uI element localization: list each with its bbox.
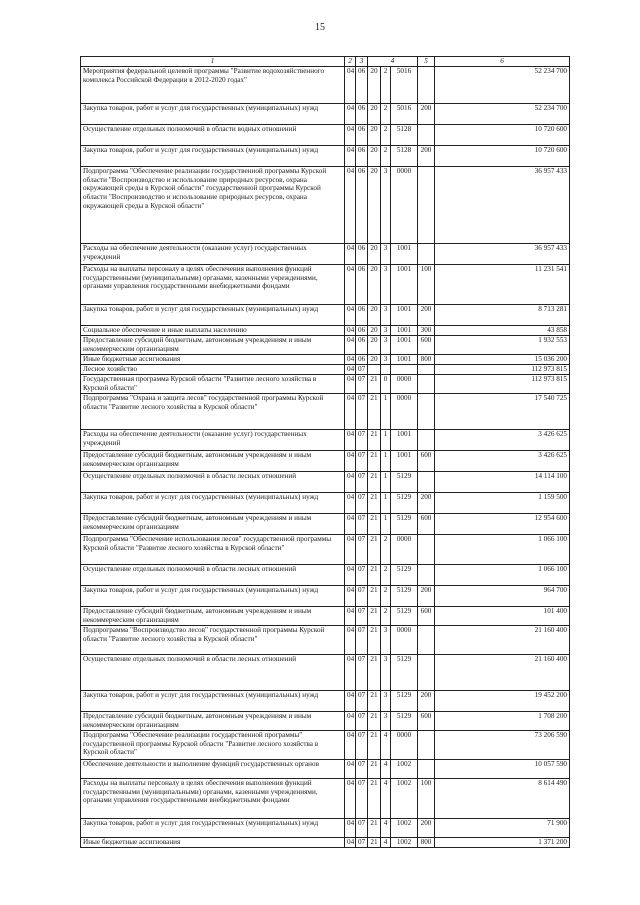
row-direction-code-cell: 5016 [391,104,418,125]
row-code-2-cell: 04 [345,691,356,712]
row-expense-type-cell [418,535,435,565]
header-col-5: 5 [418,57,435,67]
row-code-2-cell: 04 [345,731,356,760]
row-code-2-cell: 04 [345,265,356,305]
budget-table [80,56,570,848]
table-row [81,779,570,819]
row-amount-cell: 71 900 [435,819,570,838]
row-code-3-cell: 06 [356,305,368,326]
row-code-3-cell: 07 [356,365,368,375]
row-code-3-cell: 07 [356,655,368,691]
row-name-cell: Государственная программа Курской области "Развитие лесного хозяйства в Курской области" [81,375,345,394]
row-name-cell: Закупка товаров, работ и услуг для государственных (муниципальных) нужд [81,819,345,838]
row-code-2-cell: 04 [345,779,356,819]
row-direction-code-cell: 1002 [391,779,418,819]
row-direction-code-cell: 0000 [391,535,418,565]
row-amount-cell: 10 720 600 [435,125,570,146]
row-expense-type-cell: 800 [418,355,435,365]
row-subprogram-code-cell: 3 [381,167,391,244]
table-row [81,586,570,607]
row-subprogram-code-cell: 4 [381,779,391,819]
row-direction-code-cell: 5129 [391,655,418,691]
row-subprogram-code-cell: 3 [381,712,391,731]
row-code-2-cell: 04 [345,712,356,731]
table-row [81,514,570,535]
table-row [81,336,570,355]
table-row [81,146,570,167]
row-amount-cell: 19 452 200 [435,691,570,712]
row-direction-code-cell: 5129 [391,514,418,535]
row-code-2-cell: 04 [345,67,356,104]
row-code-2-cell: 04 [345,493,356,514]
row-program-code-cell: 21 [368,626,381,655]
row-code-2-cell: 04 [345,626,356,655]
row-code-2-cell: 04 [345,167,356,244]
row-code-2-cell: 04 [345,430,356,451]
row-code-2-cell: 04 [345,607,356,626]
table-row [81,451,570,472]
row-expense-type-cell [418,394,435,430]
row-expense-type-cell: 200 [418,305,435,326]
row-code-3-cell: 06 [356,244,368,265]
row-program-code-cell: 21 [368,819,381,838]
row-direction-code-cell: 5129 [391,607,418,626]
row-name-cell: Расходы на обеспечение деятельности (оказание услуг) государственных учреждений [81,430,345,451]
table-row [81,819,570,838]
row-direction-code-cell: 1001 [391,244,418,265]
row-code-2-cell: 04 [345,514,356,535]
row-program-code-cell: 21 [368,535,381,565]
row-direction-code-cell: 5129 [391,712,418,731]
row-name-cell: Лесное хозяйство [81,365,345,375]
table-row [81,655,570,691]
row-code-2-cell: 04 [345,146,356,167]
row-code-3-cell: 06 [356,265,368,305]
row-amount-cell: 8 713 281 [435,305,570,326]
row-amount-cell: 14 114 100 [435,472,570,493]
row-subprogram-code-cell: 3 [381,691,391,712]
row-code-3-cell: 07 [356,819,368,838]
row-amount-cell: 17 540 725 [435,394,570,430]
row-direction-code-cell: 5129 [391,472,418,493]
row-code-3-cell: 06 [356,355,368,365]
row-name-cell: Предоставление субсидий бюджетным, автономным учреждениям и иным некоммерческим организациям [81,607,345,626]
row-amount-cell: 964 700 [435,586,570,607]
row-program-code-cell: 21 [368,565,381,586]
row-subprogram-code-cell: 3 [381,305,391,326]
row-amount-cell: 21 160 400 [435,655,570,691]
table-row [81,607,570,626]
row-direction-code-cell: 1001 [391,305,418,326]
row-subprogram-code-cell: 3 [381,265,391,305]
row-amount-cell: 1 066 100 [435,565,570,586]
row-code-3-cell: 07 [356,493,368,514]
row-subprogram-code-cell: 0 [381,375,391,394]
row-code-2-cell: 04 [345,760,356,779]
row-subprogram-code-cell: 4 [381,838,391,848]
row-amount-cell: 112 973 815 [435,365,570,375]
header-col-6: 6 [435,57,570,67]
row-program-code-cell: 20 [368,336,381,355]
row-code-3-cell: 06 [356,67,368,104]
row-code-3-cell: 07 [356,586,368,607]
row-code-2-cell: 04 [345,586,356,607]
row-subprogram-code-cell: 3 [381,355,391,365]
row-amount-cell: 1 932 553 [435,336,570,355]
row-code-3-cell: 06 [356,326,368,336]
row-program-code-cell: 20 [368,265,381,305]
row-direction-code-cell: 1002 [391,760,418,779]
row-program-code-cell: 21 [368,514,381,535]
row-name-cell: Закупка товаров, работ и услуг для государственных (муниципальных) нужд [81,586,345,607]
row-subprogram-code-cell: 4 [381,731,391,760]
row-program-code-cell: 21 [368,375,381,394]
row-direction-code-cell: 1001 [391,355,418,365]
row-name-cell: Закупка товаров, работ и услуг для государственных (муниципальных) нужд [81,691,345,712]
row-subprogram-code-cell: 3 [381,244,391,265]
row-code-3-cell: 07 [356,430,368,451]
row-amount-cell: 15 036 200 [435,355,570,365]
row-expense-type-cell [418,760,435,779]
row-code-2-cell: 04 [345,104,356,125]
header-col-1: 1 [81,57,345,67]
row-expense-type-cell: 200 [418,586,435,607]
row-code-2-cell: 04 [345,326,356,336]
row-direction-code-cell: 5129 [391,493,418,514]
row-name-cell: Предоставление субсидий бюджетным, автономным учреждениям и иным некоммерческим организациям [81,451,345,472]
row-amount-cell: 52 234 700 [435,104,570,125]
row-direction-code-cell [391,365,418,375]
row-expense-type-cell: 600 [418,451,435,472]
row-code-2-cell: 04 [345,355,356,365]
row-name-cell: Подпрограмма "Обеспечение реализации государственной программы Курской области "Воспроизводство и использование природных ресурсов, охрана окружающей среды в Курской области" государственной программы Курской области "Воспроизводство и использование природных ресурсов, охрана окружающей среды в Курской области" [81,167,345,244]
row-program-code-cell: 21 [368,607,381,626]
row-amount-cell: 1 159 500 [435,493,570,514]
row-amount-cell: 73 206 590 [435,731,570,760]
row-program-code-cell: 20 [368,244,381,265]
table-row [81,104,570,125]
row-code-2-cell: 04 [345,394,356,430]
row-direction-code-cell: 1001 [391,336,418,355]
row-code-2-cell: 04 [345,472,356,493]
row-code-3-cell: 07 [356,712,368,731]
table-row [81,167,570,244]
row-name-cell: Осуществление отдельных полномочий в области лесных отношений [81,565,345,586]
row-code-3-cell: 07 [356,691,368,712]
row-program-code-cell: 21 [368,430,381,451]
row-direction-code-cell: 5129 [391,586,418,607]
table-row [81,355,570,365]
table-row [81,838,570,848]
row-direction-code-cell: 1002 [391,838,418,848]
row-code-3-cell: 07 [356,514,368,535]
row-program-code-cell: 20 [368,125,381,146]
row-code-3-cell: 07 [356,838,368,848]
row-code-3-cell: 06 [356,146,368,167]
row-code-2-cell: 04 [345,336,356,355]
row-subprogram-code-cell: 2 [381,67,391,104]
row-direction-code-cell: 5128 [391,125,418,146]
row-subprogram-code-cell: 2 [381,535,391,565]
row-amount-cell: 12 954 600 [435,514,570,535]
table-row [81,712,570,731]
row-code-2-cell: 04 [345,655,356,691]
row-name-cell: Осуществление отдельных полномочий в области лесных отношений [81,472,345,493]
table-header-row [81,57,570,67]
row-program-code-cell: 21 [368,493,381,514]
row-code-3-cell: 06 [356,336,368,355]
table-row [81,760,570,779]
row-program-code-cell: 20 [368,167,381,244]
table-row [81,375,570,394]
header-col-3: 3 [356,57,368,67]
row-code-3-cell: 07 [356,451,368,472]
row-expense-type-cell: 200 [418,104,435,125]
row-code-3-cell: 07 [356,535,368,565]
row-subprogram-code-cell: 2 [381,607,391,626]
row-subprogram-code-cell: 3 [381,655,391,691]
row-code-2-cell: 04 [345,375,356,394]
row-subprogram-code-cell: 2 [381,565,391,586]
row-code-3-cell: 06 [356,125,368,146]
row-expense-type-cell: 300 [418,326,435,336]
row-code-3-cell: 07 [356,731,368,760]
row-subprogram-code-cell [381,365,391,375]
table-row [81,265,570,305]
row-name-cell: Иные бюджетные ассигнования [81,838,345,848]
row-expense-type-cell [418,167,435,244]
row-direction-code-cell: 5016 [391,67,418,104]
row-expense-type-cell [418,125,435,146]
row-direction-code-cell: 0000 [391,167,418,244]
row-code-2-cell: 04 [345,838,356,848]
row-subprogram-code-cell: 1 [381,493,391,514]
table-row [81,326,570,336]
row-subprogram-code-cell: 3 [381,336,391,355]
row-amount-cell: 8 614 490 [435,779,570,819]
table-row [81,394,570,430]
row-program-code-cell [368,365,381,375]
row-subprogram-code-cell: 2 [381,104,391,125]
row-direction-code-cell: 5128 [391,146,418,167]
row-code-3-cell: 07 [356,472,368,493]
table-row [81,493,570,514]
row-amount-cell: 1 708 200 [435,712,570,731]
row-expense-type-cell: 600 [418,336,435,355]
table-row [81,244,570,265]
row-name-cell: Подпрограмма "Охрана и защита лесов" государственной программы Курской области "Развитие лесного хозяйства в Курской области" [81,394,345,430]
row-amount-cell: 112 973 815 [435,375,570,394]
row-code-2-cell: 04 [345,819,356,838]
row-name-cell: Обеспечение деятельности и выполнение функций государственных органов [81,760,345,779]
row-code-3-cell: 06 [356,104,368,125]
row-subprogram-code-cell: 1 [381,514,391,535]
row-amount-cell: 3 426 625 [435,451,570,472]
row-program-code-cell: 21 [368,760,381,779]
row-subprogram-code-cell: 4 [381,819,391,838]
row-name-cell: Социальное обеспечение и иные выплаты населению [81,326,345,336]
row-direction-code-cell: 5129 [391,691,418,712]
row-expense-type-cell: 200 [418,493,435,514]
row-code-2-cell: 04 [345,365,356,375]
row-name-cell: Мероприятия федеральной целевой программы "Развитие водохозяйственного комплекса Российской Федерации в 2012-2020 годах" [81,67,345,104]
row-expense-type-cell [418,565,435,586]
row-direction-code-cell: 5129 [391,565,418,586]
row-amount-cell: 11 231 541 [435,265,570,305]
row-program-code-cell: 21 [368,394,381,430]
row-direction-code-cell: 1001 [391,430,418,451]
row-subprogram-code-cell: 4 [381,760,391,779]
table-row [81,626,570,655]
row-amount-cell: 52 234 700 [435,67,570,104]
row-expense-type-cell [418,375,435,394]
table-row [81,691,570,712]
row-subprogram-code-cell: 1 [381,430,391,451]
row-direction-code-cell: 0000 [391,626,418,655]
row-name-cell: Предоставление субсидий бюджетным, автономным учреждениям и иным некоммерческим организациям [81,336,345,355]
row-program-code-cell: 20 [368,355,381,365]
row-expense-type-cell: 100 [418,779,435,819]
row-direction-code-cell: 1001 [391,451,418,472]
table-body [81,67,570,848]
row-expense-type-cell: 600 [418,712,435,731]
row-name-cell: Осуществление отдельных полномочий в области лесных отношений [81,655,345,691]
row-name-cell: Расходы на обеспечение деятельности (оказание услуг) государственных учреждений [81,244,345,265]
row-amount-cell: 10 057 590 [435,760,570,779]
row-name-cell: Иные бюджетные ассигнования [81,355,345,365]
row-code-2-cell: 04 [345,451,356,472]
row-amount-cell: 21 160 400 [435,626,570,655]
table-row [81,731,570,760]
row-code-2-cell: 04 [345,244,356,265]
row-expense-type-cell: 100 [418,265,435,305]
row-code-3-cell: 07 [356,375,368,394]
row-expense-type-cell: 600 [418,607,435,626]
row-code-2-cell: 04 [345,125,356,146]
row-name-cell: Предоставление субсидий бюджетным, автономным учреждениям и иным некоммерческим организациям [81,514,345,535]
row-code-3-cell: 07 [356,607,368,626]
row-expense-type-cell: 600 [418,514,435,535]
row-expense-type-cell: 200 [418,819,435,838]
table-row [81,125,570,146]
row-direction-code-cell: 1002 [391,819,418,838]
row-subprogram-code-cell: 3 [381,626,391,655]
row-name-cell: Расходы на выплаты персоналу в целях обеспечения выполнения функций государственными (муниципальными) органами, казенными учреждениями, органами управления государственными внебюджетными фондами [81,265,345,305]
row-expense-type-cell [418,67,435,104]
row-program-code-cell: 21 [368,655,381,691]
row-amount-cell: 43 858 [435,326,570,336]
header-col-4: 4 [368,57,418,67]
header-col-2: 2 [345,57,356,67]
row-program-code-cell: 21 [368,586,381,607]
table-row [81,67,570,104]
row-expense-type-cell [418,472,435,493]
row-name-cell: Подпрограмма "Обеспечение использования лесов" государственной программы Курской области "Развитие лесного хозяйства в Курской области" [81,535,345,565]
row-program-code-cell: 21 [368,691,381,712]
row-code-3-cell: 06 [356,167,368,244]
row-subprogram-code-cell: 2 [381,146,391,167]
row-amount-cell: 1 066 100 [435,535,570,565]
row-subprogram-code-cell: 2 [381,125,391,146]
row-name-cell: Закупка товаров, работ и услуг для государственных (муниципальных) нужд [81,146,345,167]
table-row [81,472,570,493]
row-expense-type-cell [418,244,435,265]
row-expense-type-cell [418,731,435,760]
table-row [81,305,570,326]
row-name-cell: Подпрограмма "Обеспечение реализации государственной программы" государственной программы Курской области "Развитие лесного хозяйства в Курской области" [81,731,345,760]
row-amount-cell: 10 720 600 [435,146,570,167]
row-name-cell: Закупка товаров, работ и услуг для государственных (муниципальных) нужд [81,305,345,326]
row-name-cell: Закупка товаров, работ и услуг для государственных (муниципальных) нужд [81,104,345,125]
row-subprogram-code-cell: 1 [381,472,391,493]
table-row [81,365,570,375]
row-expense-type-cell: 800 [418,838,435,848]
table-row [81,535,570,565]
row-name-cell: Осуществление отдельных полномочий в области водных отношений [81,125,345,146]
row-name-cell: Закупка товаров, работ и услуг для государственных (муниципальных) нужд [81,493,345,514]
row-amount-cell: 3 426 625 [435,430,570,451]
row-program-code-cell: 21 [368,731,381,760]
row-direction-code-cell: 0000 [391,394,418,430]
row-program-code-cell: 20 [368,326,381,336]
row-direction-code-cell: 0000 [391,375,418,394]
row-amount-cell: 36 957 433 [435,244,570,265]
row-code-3-cell: 07 [356,394,368,430]
row-code-2-cell: 04 [345,305,356,326]
row-program-code-cell: 21 [368,451,381,472]
row-subprogram-code-cell: 2 [381,586,391,607]
table-row [81,430,570,451]
row-program-code-cell: 21 [368,779,381,819]
row-amount-cell: 36 957 433 [435,167,570,244]
row-direction-code-cell: 1001 [391,326,418,336]
row-expense-type-cell [418,626,435,655]
row-expense-type-cell: 200 [418,691,435,712]
row-direction-code-cell: 0000 [391,731,418,760]
row-name-cell: Расходы на выплаты персоналу в целях обеспечения выполнения функций государственными (муниципальными) органами, казенными учреждениями, органами управления государственными внебюджетными фондами [81,779,345,819]
row-amount-cell: 101 400 [435,607,570,626]
row-expense-type-cell [418,430,435,451]
row-name-cell: Предоставление субсидий бюджетным, автономным учреждениям и иным некоммерческим организациям [81,712,345,731]
row-program-code-cell: 20 [368,146,381,167]
row-expense-type-cell [418,365,435,375]
row-code-3-cell: 07 [356,565,368,586]
row-expense-type-cell [418,655,435,691]
row-program-code-cell: 20 [368,67,381,104]
row-program-code-cell: 21 [368,472,381,493]
row-subprogram-code-cell: 1 [381,451,391,472]
row-program-code-cell: 21 [368,712,381,731]
row-subprogram-code-cell: 3 [381,326,391,336]
row-name-cell: Подпрограмма "Воспроизводство лесов" государственной программы Курской области "Развитие лесного хозяйства в Курской области" [81,626,345,655]
row-code-3-cell: 07 [356,779,368,819]
row-direction-code-cell: 1001 [391,265,418,305]
row-code-2-cell: 04 [345,565,356,586]
row-program-code-cell: 20 [368,305,381,326]
row-code-3-cell: 07 [356,760,368,779]
row-code-2-cell: 04 [345,535,356,565]
row-program-code-cell: 20 [368,104,381,125]
row-amount-cell: 1 371 200 [435,838,570,848]
table-row [81,565,570,586]
row-program-code-cell: 21 [368,838,381,848]
page-number: 15 [315,22,325,33]
row-subprogram-code-cell: 1 [381,394,391,430]
row-expense-type-cell: 200 [418,146,435,167]
row-code-3-cell: 07 [356,626,368,655]
